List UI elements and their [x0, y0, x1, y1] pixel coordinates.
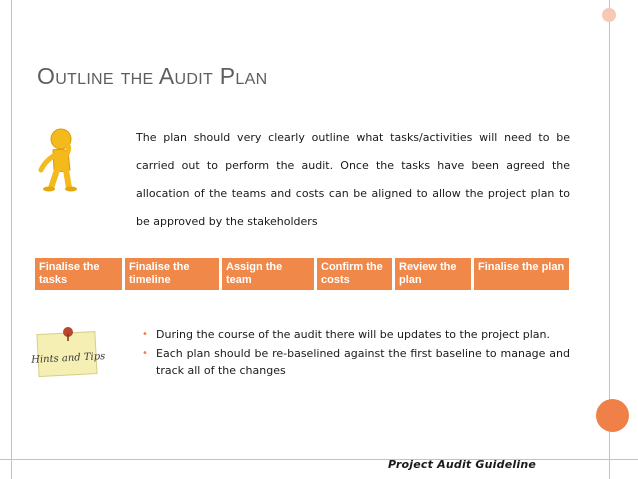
footer-title: Project Audit Guideline: [388, 458, 537, 471]
decorative-dot-small: [602, 8, 616, 22]
step-confirm-costs: Confirm the costs: [317, 258, 392, 290]
thinking-person-icon: [35, 128, 83, 192]
bullet-icon: •: [142, 329, 148, 340]
step-assign-team: Assign the team: [222, 258, 314, 290]
list-item: [142, 326, 570, 343]
process-steps: [35, 258, 569, 290]
slide-title: Outline the Audit Plan: [37, 63, 268, 89]
bullet-icon: •: [142, 348, 148, 359]
decorative-dot-large: [596, 399, 629, 432]
step-review-plan: Review the plan: [395, 258, 471, 290]
step-finalise-plan: Finalise the plan: [474, 258, 569, 290]
note-label: Hints and Tips: [30, 351, 106, 366]
tips-list: [142, 326, 570, 381]
pinned-note-icon: [30, 325, 106, 377]
frame-left-line: [11, 0, 12, 479]
step-finalise-tasks: Finalise the tasks: [35, 258, 122, 290]
tip-text: During the course of the audit there will be updates to the project plan.: [156, 328, 550, 341]
list-item: [142, 345, 570, 379]
tip-text: Each plan should be re-baselined against the first baseline to manage and track all of the changes: [156, 347, 570, 377]
frame-bottom-line: [0, 459, 638, 460]
step-finalise-timeline: Finalise the timeline: [125, 258, 219, 290]
intro-paragraph: The plan should very clearly outline what tasks/activities will need to be carried out to perform the audit. Once the tasks have been agreed the allocation of the teams and costs can be aligned to allow the project plan to be approved by the stakeholders: [136, 131, 570, 228]
